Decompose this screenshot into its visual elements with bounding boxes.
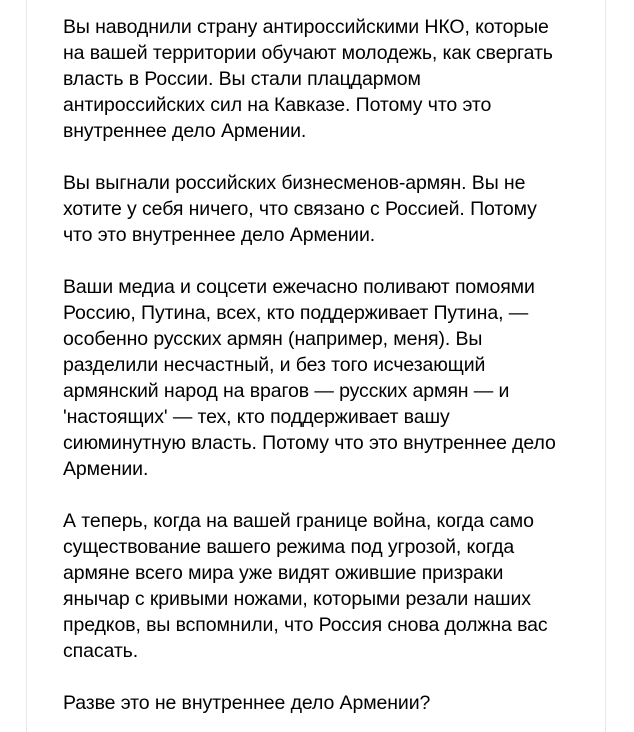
post-text	[63, 14, 593, 716]
text-line: власть в России. Вы стали плацдармом	[63, 68, 421, 90]
text-line: антироссийских сил на Кавказе. Потому что это	[63, 94, 492, 116]
text-line: янычар с кривыми ножами, которыми резали наших	[63, 588, 531, 610]
post-card	[26, 0, 606, 732]
paragraph-2	[63, 170, 593, 248]
text-line: существование вашего режима под угрозой, когда	[63, 536, 515, 558]
paragraph-1	[63, 14, 593, 144]
text-line: внутреннее дело Армении.	[63, 120, 307, 142]
text-line: спасать.	[63, 640, 139, 662]
text-line: особенно русских армян (например, меня). Вы	[63, 328, 483, 350]
paragraph-3	[63, 274, 593, 482]
text-line: Вы выгнали российских бизнесменов-армян. Вы не	[63, 172, 526, 194]
text-line: армяне всего мира уже видят ожившие призраки	[63, 562, 504, 584]
paragraph-5	[63, 690, 593, 716]
text-line: Ваши медиа и соцсети ежечасно поливают помоями	[63, 276, 535, 298]
text-line: А теперь, когда на вашей границе война, когда само	[63, 510, 534, 532]
text-line: хотите у себя ничего, что связано с Россией. Потому	[63, 198, 537, 220]
text-line: Вы наводнили страну антироссийскими НКО, которые	[63, 16, 549, 38]
text-line: что это внутреннее дело Армении.	[63, 224, 376, 246]
text-line: Россию, Путина, всех, кто поддерживает Путина, —	[63, 302, 529, 324]
text-line: на вашей территории обучают молодежь, как свергать	[63, 42, 553, 64]
text-line: Армении.	[63, 458, 149, 480]
text-line: армянский народ на врагов — русских армян — и	[63, 380, 510, 402]
text-line: разделили несчастный, и без того исчезающий	[63, 354, 486, 376]
text-line: 'настоящих' — тех, кто поддерживает вашу	[63, 406, 450, 428]
paragraph-4	[63, 508, 593, 664]
text-line: Разве это не внутреннее дело Армении?	[63, 692, 431, 714]
text-line: предков, вы вспомнили, что Россия снова должна вас	[63, 614, 548, 636]
text-line: сиюминутную власть. Потому что это внутреннее дело	[63, 432, 556, 454]
